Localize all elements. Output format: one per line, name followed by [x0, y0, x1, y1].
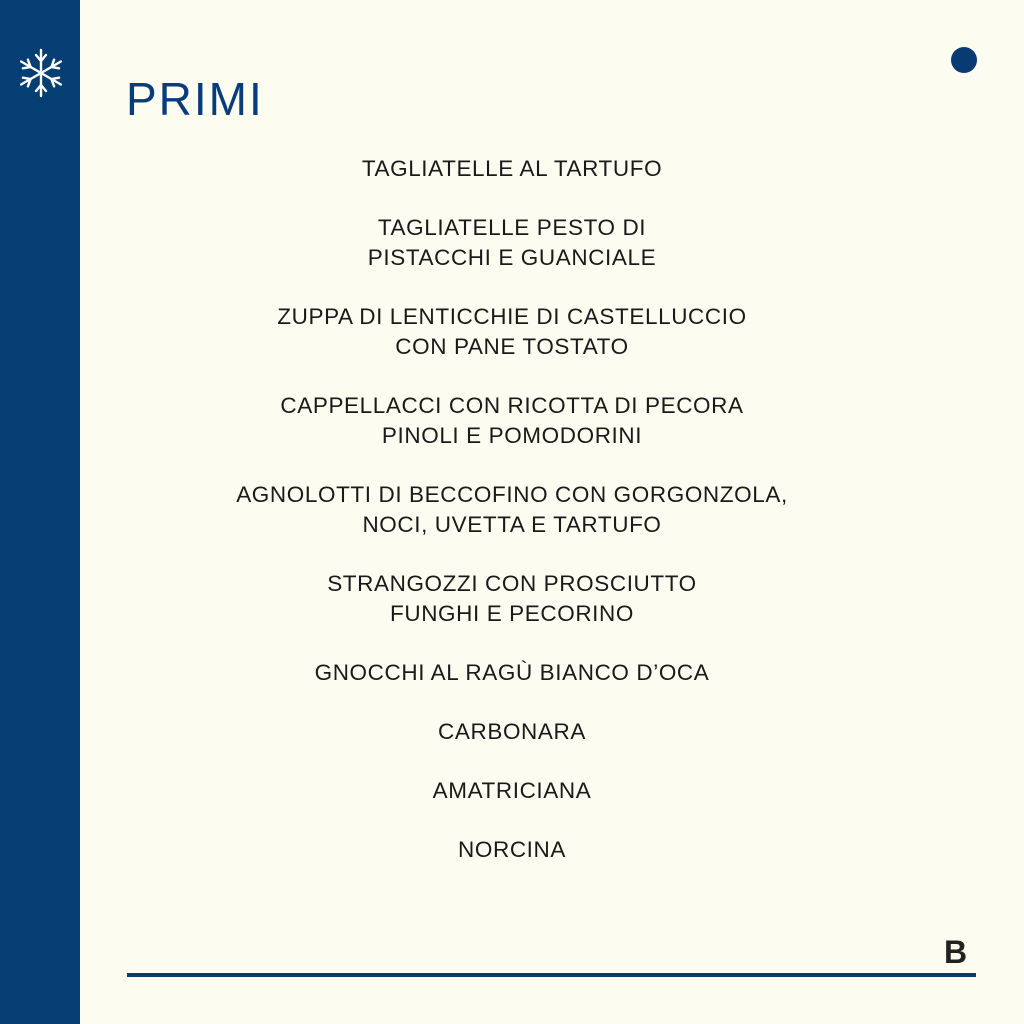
menu-item-line: TAGLIATELLE AL TARTUFO [361, 156, 663, 181]
menu-item-line: CON PANE TOSTATO [395, 334, 629, 359]
menu-item [80, 569, 944, 629]
menu-item [80, 391, 944, 451]
menu-item-line: NOCI, UVETTA E TARTUFO [362, 512, 662, 537]
footer-divider [127, 973, 976, 977]
menu-item-line: PINOLI E POMODORINI [381, 423, 643, 448]
menu-item-line: AMATRICIANA [432, 778, 592, 803]
menu-item [80, 717, 944, 747]
menu-item-line: PISTACCHI E GUANCIALE [367, 245, 657, 270]
menu-item-line: FUNGHI E PECORINO [390, 601, 634, 626]
menu-item-line: TAGLIATELLE PESTO DI [377, 215, 647, 240]
menu-item [80, 154, 944, 184]
snowflake-icon [16, 46, 66, 100]
menu-item-line: CAPPELLACCI CON RICOTTA DI PECORA [280, 393, 744, 418]
menu-item [80, 835, 944, 865]
menu-list [80, 154, 944, 894]
dot-icon [951, 47, 977, 73]
menu-item [80, 658, 944, 688]
menu-item [80, 480, 944, 540]
menu-item-line: GNOCCHI AL RAGÙ BIANCO D’OCA [314, 660, 710, 685]
menu-item-line: CARBONARA [438, 719, 586, 744]
sidebar [0, 0, 80, 1024]
menu-item-line: NORCINA [458, 837, 566, 862]
menu-item-line: ZUPPA DI LENTICCHIE DI CASTELLUCCIO [277, 304, 747, 329]
menu-item-line: AGNOLOTTI DI BECCOFINO CON GORGONZOLA, [236, 482, 788, 507]
menu-item [80, 302, 944, 362]
menu-item-line: STRANGOZZI CON PROSCIUTTO [327, 571, 697, 596]
brand-logo: B [944, 934, 968, 970]
menu-item [80, 213, 944, 273]
menu-item [80, 776, 944, 806]
page-title: PRIMI [126, 72, 264, 125]
